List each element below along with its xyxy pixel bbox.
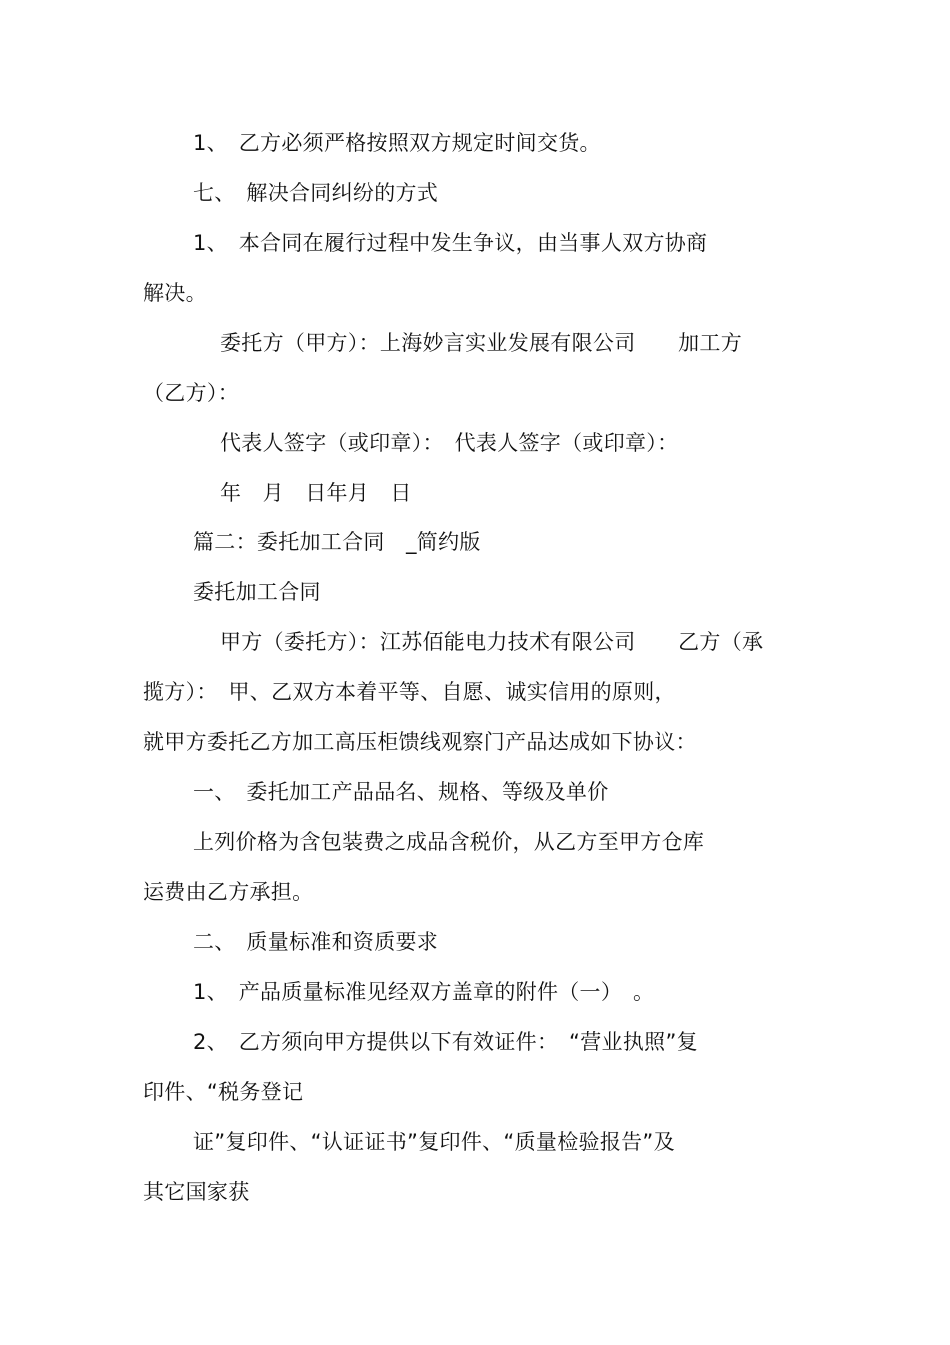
quality-clause-2-continued: 印件、“税务登记 <box>143 1080 304 1104</box>
part-2-title: 篇二：委托加工合同 _简约版 <box>193 530 481 554</box>
section-2-heading: 二、 质量标准和资质要求 <box>193 930 439 954</box>
agreement-line: 就甲方委托乙方加工高压柜馈线观察门产品达成如下协议： <box>143 730 697 754</box>
section-7-heading: 七、 解决合同纠纷的方式 <box>193 181 439 205</box>
party-a-line: 甲方（委托方）：江苏佰能电力技术有限公司 乙方（承 <box>220 630 764 654</box>
certificates-line-continued: 其它国家获 <box>143 1180 250 1204</box>
price-note: 上列价格为含包装费之成品含税价，从乙方至甲方仓库 <box>193 830 705 854</box>
freight-note: 运费由乙方承担。 <box>143 880 314 904</box>
certificates-line: 证”复印件、“认证证书”复印件、“质量检验报告”及 <box>193 1130 675 1154</box>
quality-clause-1: 1、 产品质量标准见经双方盖章的附件（一） 。 <box>193 980 655 1004</box>
contract-title: 委托加工合同 <box>193 580 321 604</box>
signature-line: 代表人签字（或印章）： 代表人签字（或印章）： <box>220 431 679 455</box>
section-1-heading: 一、 委托加工产品品名、规格、等级及单价 <box>193 780 609 804</box>
date-line: 年 月 日年月 日 <box>220 481 412 505</box>
principle-line: 揽方）： 甲、乙双方本着平等、自愿、诚实信用的原则， <box>143 680 676 704</box>
quality-clause-2: 2、 乙方须向甲方提供以下有效证件： “营业执照”复 <box>193 1030 698 1054</box>
party-b-label: （乙方）： <box>143 381 239 405</box>
clause-dispute-continued: 解决。 <box>143 281 207 305</box>
clause-dispute: 1、 本合同在履行过程中发生争议，由当事人双方协商 <box>193 231 708 255</box>
clause-delivery-time: 1、 乙方必须严格按照双方规定时间交货。 <box>193 131 601 155</box>
parties-line: 委托方（甲方）：上海妙言实业发展有限公司 加工方 <box>220 331 742 355</box>
